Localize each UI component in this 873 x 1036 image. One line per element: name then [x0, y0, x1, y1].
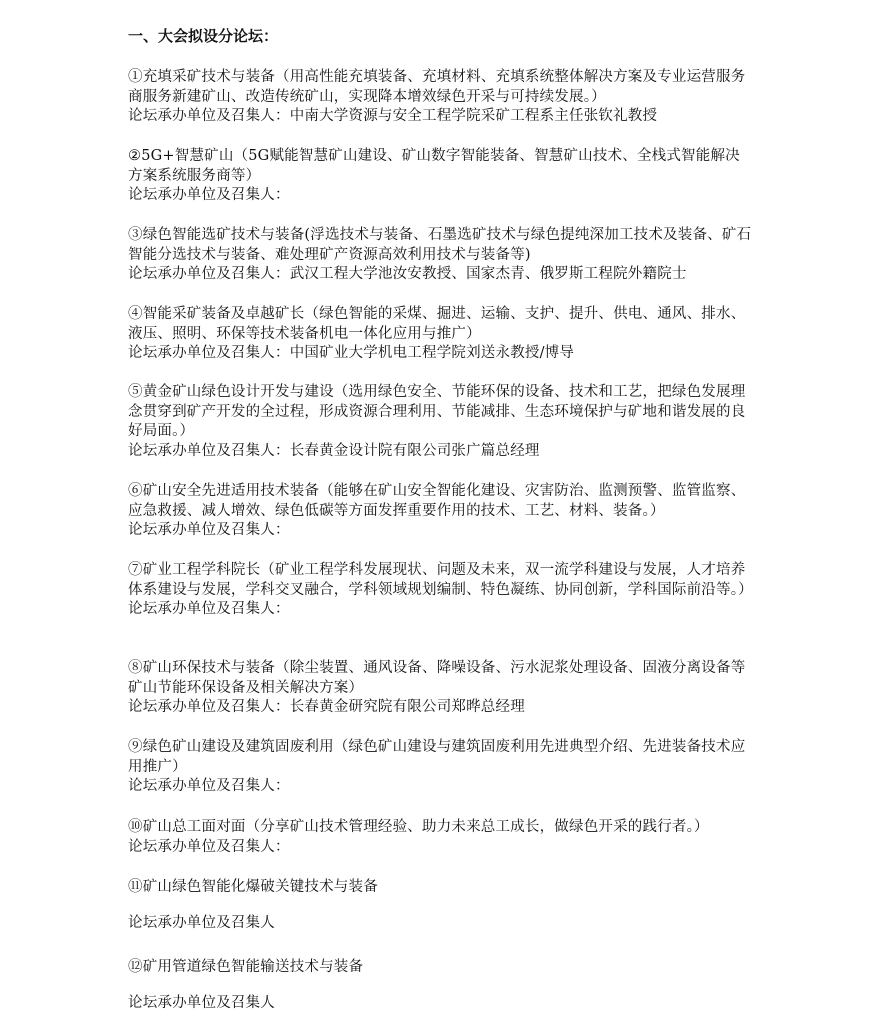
- forum-item-11: [128, 878, 754, 933]
- section-heading: 一、大会拟设分论坛：: [128, 27, 279, 45]
- forum-description: ①充填采矿技术与装备（用高性能充填装备、充填材料、充填系统整体解决方案及专业运营服务商服务新建矿山、改造传统矿山，实现降本增效绿色开采与可持续发展。）: [128, 69, 746, 105]
- forum-item-6: [128, 482, 754, 541]
- forum-host: 论坛承办单位及召集人：长春黄金设计院有限公司张广篇总经理: [128, 442, 540, 459]
- forum-item-1: [128, 68, 754, 127]
- forum-item-3: [128, 226, 754, 285]
- forum-description: ⑤黄金矿山绿色设计开发与建设（选用绿色安全、节能环保的设备、技术和工艺，把绿色发展理念贯穿到矿产开发的全过程，形成资源合理利用、节能减排、生态环境保护与矿地和谐发展的良好局面。）: [128, 384, 746, 440]
- forum-host: 论坛承办单位及召集人: [128, 914, 275, 931]
- forum-description: ⑨绿色矿山建设及建筑固废利用（绿色矿山建设与建筑固废利用先进典型介绍、先进装备技术应用推广）: [128, 739, 746, 775]
- forum-host: 论坛承办单位及召集人：: [128, 778, 290, 795]
- forum-description: ④智能采矿装备及卓越矿长（绿色智能的采煤、掘进、运输、支护、提升、供电、通风、排水、液压、照明、环保等技术装备机电一体化应用与推广）: [128, 306, 746, 342]
- forum-host: 论坛承办单位及召集人：武汉工程大学池汝安教授、国家杰青、俄罗斯工程院外籍院士: [128, 266, 687, 283]
- forum-item-4: [128, 305, 754, 364]
- forum-item-9: [128, 738, 754, 797]
- forum-item-2: [128, 147, 754, 206]
- forum-host: 论坛承办单位及召集人：: [128, 838, 290, 855]
- forum-item-10: [128, 818, 754, 857]
- forum-item-7: [128, 561, 754, 620]
- forum-description: ⑦矿业工程学科院长（矿业工程学科发展现状、问题及未来，双一流学科建设与发展，人才培养体系建设与发展，学科交叉融合，学科领域规划编制、特色凝练、协同创新，学科国际前沿等。）: [128, 562, 753, 598]
- forum-host: 论坛承办单位及召集人：中国矿业大学机电工程学院刘送永教授/博导: [128, 345, 575, 362]
- forum-host: 论坛承办单位及召集人：: [128, 187, 290, 204]
- forum-item-12: [128, 958, 754, 1013]
- forum-host: 论坛承办单位及召集人: [128, 994, 275, 1011]
- forum-description: ②5G+智慧矿山（5G赋能智慧矿山建设、矿山数字智能装备、智慧矿山技术、全栈式智能解决方案系统服务商等）: [128, 148, 740, 184]
- forum-description: ⑪矿山绿色智能化爆破关键技术与装备: [128, 879, 378, 895]
- forum-host: 论坛承办单位及召集人：: [128, 601, 290, 618]
- forum-host: 论坛承办单位及召集人：: [128, 522, 290, 539]
- forum-description: ⑩矿山总工面对面（分享矿山技术管理经验、助力未来总工成长，做绿色开采的践行者。）: [128, 819, 709, 835]
- forum-item-5: [128, 383, 754, 461]
- forum-description: ⑥矿山安全先进适用技术装备（能够在矿山安全智能化建设、灾害防治、监测预警、监管监察、应急救援、减人增效、绿色低碳等方面发挥重要作用的技术、工艺、材料、装备。）: [128, 483, 746, 519]
- forum-host: 论坛承办单位及召集人：中南大学资源与安全工程学院采矿工程系主任张钦礼教授: [128, 108, 658, 125]
- forum-host: 论坛承办单位及召集人：长春黄金研究院有限公司郑晔总经理: [128, 699, 525, 716]
- forum-description: ⑫矿用管道绿色智能输送技术与装备: [128, 959, 364, 975]
- forum-item-8: [128, 659, 754, 718]
- forum-description: ⑧矿山环保技术与装备（除尘装置、通风设备、降噪设备、污水泥浆处理设备、固液分离设备等矿山节能环保设备及相关解决方案）: [128, 660, 746, 696]
- forum-description: ③绿色智能选矿技术与装备(浮选技术与装备、石墨选矿技术与绿色提纯深加工技术及装备、矿石智能分选技术与装备、难处理矿产资源高效利用技术与装备等): [128, 227, 752, 263]
